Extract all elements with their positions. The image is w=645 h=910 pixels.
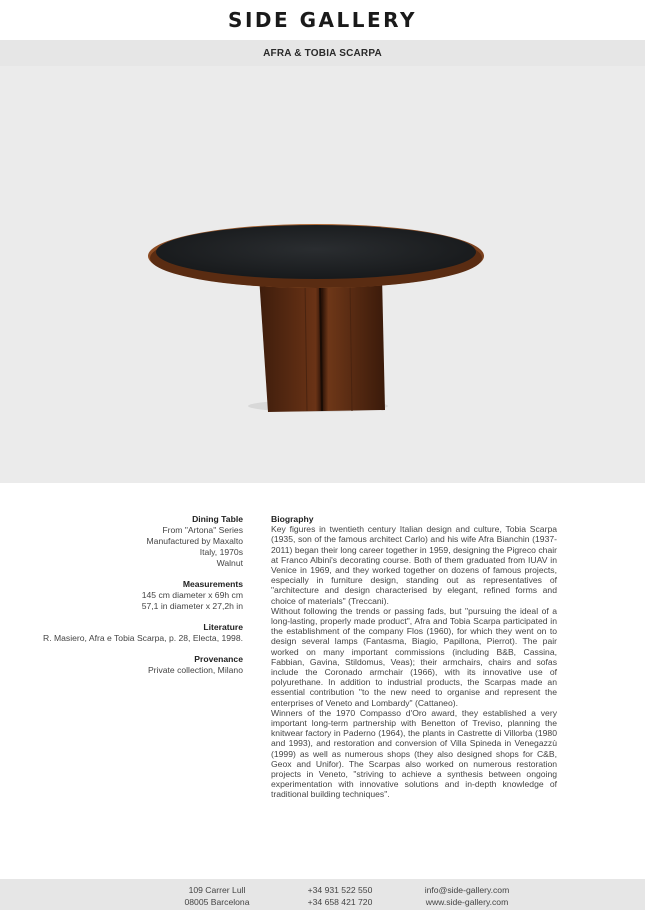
footer-contact — [412, 884, 522, 908]
material-line: Walnut — [216, 558, 243, 568]
measurements-label: Measurements — [182, 579, 243, 589]
footer — [0, 879, 645, 910]
biography-paragraph-1: Key figures in twentieth century Italian design and culture, Tobia Scarpa (1935, son of the famous architect Carlo) and his wife Afra Bianchin (1937-2011) began their long career together in 1959, designing the Pigreco chair at Franco Albini's decorating course. Both of them graduated from IUAV in Venice in 1969, and they worked together on dozens of famous projects, especially in furniture design, standing out as representatives of "architecture and design characterised by elegant, refined forms and choice of materials" (Treccani). — [271, 524, 557, 606]
biography-label: Biography — [271, 514, 314, 524]
provenance-block — [0, 654, 243, 676]
manufacturer-line: Manufactured by Maxalto — [146, 536, 243, 546]
dining-table-illustration — [0, 66, 645, 483]
literature-block — [0, 622, 243, 644]
provenance-label: Provenance — [194, 654, 243, 664]
address-street: 109 Carrer Lull — [188, 885, 246, 895]
product-photo — [0, 66, 645, 483]
footer-phones — [295, 884, 385, 908]
product-details — [0, 514, 243, 686]
measurements-imperial: 57,1 in diameter x 27,2h in — [141, 601, 243, 611]
measurements-block — [0, 579, 243, 612]
footer-address — [172, 884, 262, 908]
designer-name: AFRA & TOBIA SCARPA — [263, 47, 382, 59]
origin-line: Italy, 1970s — [199, 547, 243, 557]
email-link[interactable]: info@side-gallery.com — [424, 885, 510, 895]
phone-2[interactable]: +34 658 421 720 — [307, 897, 373, 907]
literature-label: Literature — [203, 622, 243, 632]
biography-section — [271, 514, 557, 800]
phone-1[interactable]: +34 931 522 550 — [307, 885, 373, 895]
table-top — [156, 225, 476, 279]
measurements-metric: 145 cm diameter x 69h cm — [141, 590, 243, 600]
brand-logo: SIDE GALLERY — [228, 8, 417, 32]
provenance-text: Private collection, Milano — [147, 665, 243, 675]
designer-banner — [0, 40, 645, 66]
literature-text: R. Masiero, Afra e Tobia Scarpa, p. 28, Electa, 1998. — [43, 633, 243, 643]
product-title: Dining Table — [192, 514, 243, 524]
biography-paragraph-3: Winners of the 1970 Compasso d'Oro award, they established a very important long-term partnership with Benetton of Treviso, planning the knitwear factory in Paderno (1964), the plants in Castrette di Villorba (1980 and 1993), and restoration and conversion of Villa Spineda in Venegazzù (1999) as well as numerous shops (they also designed shops for C&B, Geox and Unifor). The Scarpas also worked on numerous restoration projects in Veneto, "striving to achieve a synthesis between ongoing experimentation with innovative solutions and in-depth knowledge of traditional building techniques". — [271, 707, 557, 800]
product-description — [0, 514, 243, 569]
biography-paragraph-2: Without following the trends or passing fads, but "pursuing the ideal of a long-lasting, properly made product", Afra and Tobia Scarpa participated in the establishment of the company Flos (1960), for which they went on to design several lamps (Fantasma, Biagio, Papillona, Pierrot). The pair worked on many important commissions (including B&B, Cassina, Fabbian, Gavina, Stildomus, Veas); their armchairs, chairs and sofas include the Coronado armchair (1966), with its innovative use of polyurethane. In addition to industrial products, the Scarpas made an essential contribution "to the new need to organise and represent the enterprises of Veneto and Lombardy" (Cattaneo). — [271, 605, 557, 708]
series-line: From "Artona" Series — [162, 525, 243, 535]
website-link[interactable]: www.side-gallery.com — [425, 897, 509, 907]
address-city: 08005 Barcelona — [184, 897, 250, 907]
